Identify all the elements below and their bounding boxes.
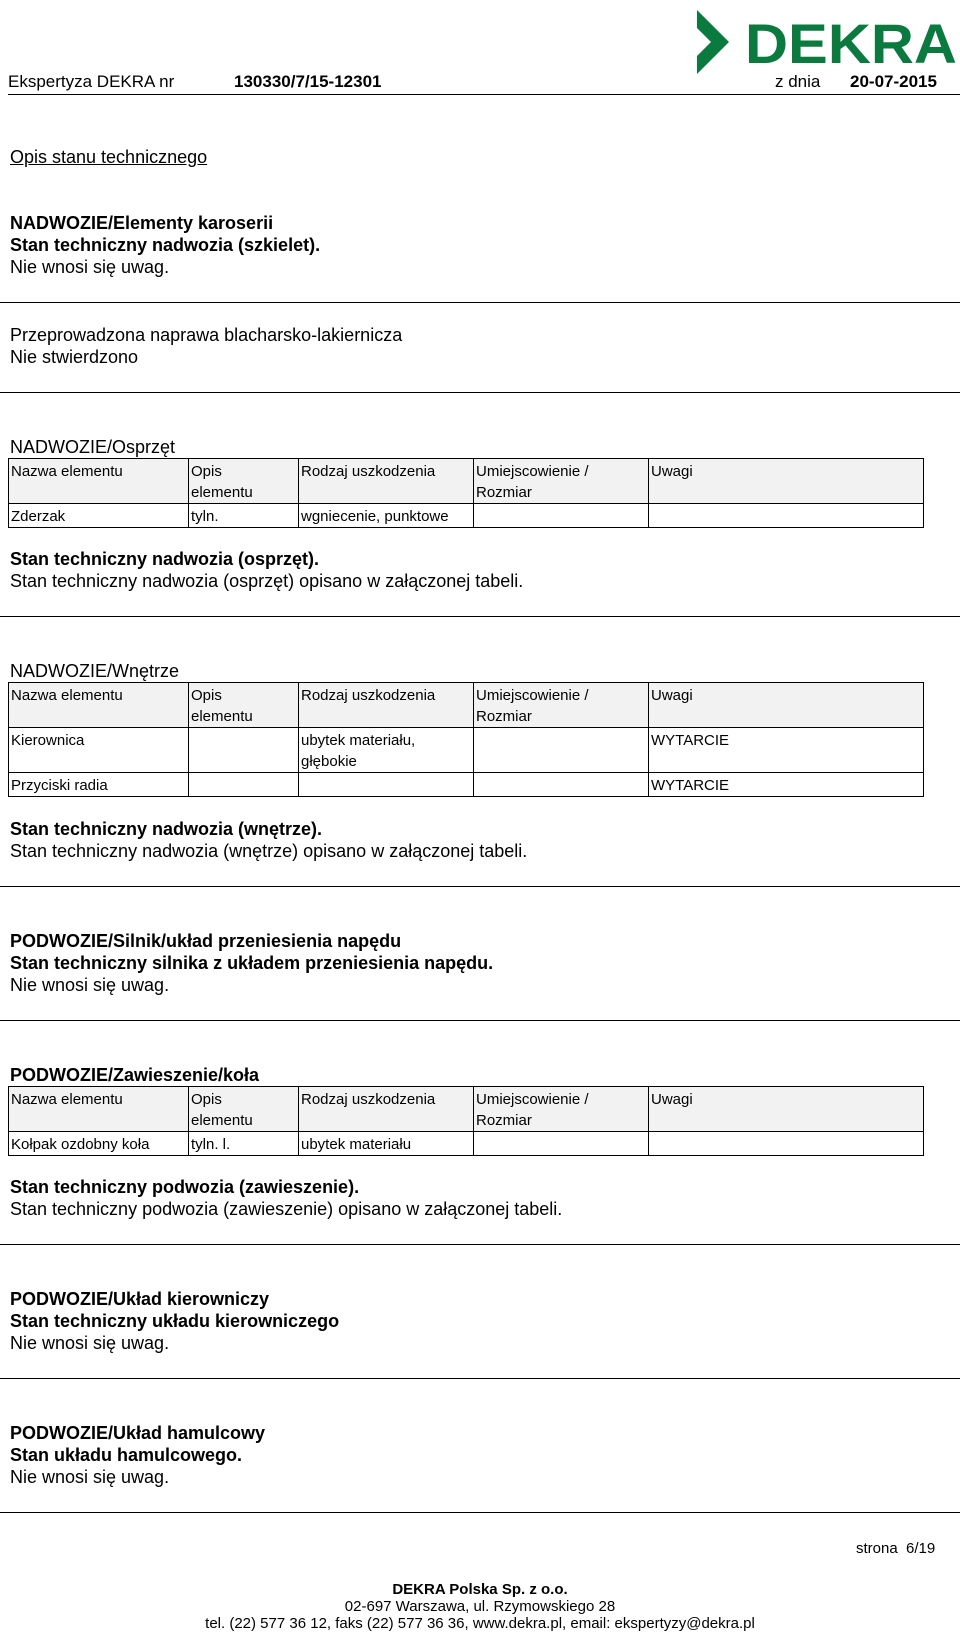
cell-nazwa: Kierownica <box>9 728 189 773</box>
section-heading-silnik: PODWOZIE/Silnik/układ przeniesienia napędu <box>10 931 402 951</box>
dekra-logo <box>695 6 960 81</box>
cell-rodzaj <box>299 773 474 797</box>
header-uwagi: Uwagi <box>649 459 924 504</box>
wnetrze-table <box>8 682 924 797</box>
osprzet-table <box>8 458 924 528</box>
section-divider <box>0 392 960 393</box>
header-opis: Opis elementu <box>189 459 299 504</box>
report-date: 20-07-2015 <box>850 72 937 91</box>
cell-miejsce <box>474 504 649 528</box>
section-heading-hamulcowy: PODWOZIE/Układ hamulcowy <box>10 1423 266 1443</box>
note-osprzet: Stan techniczny nadwozia (osprzęt) opisano w załączonej tabeli. <box>10 571 524 591</box>
svg-text:DEKRA: DEKRA <box>745 12 957 75</box>
note-silnik: Nie wnosi się uwag. <box>10 975 170 995</box>
cell-rodzaj: wgniecenie, punktowe <box>299 504 474 528</box>
section-divider <box>0 886 960 887</box>
status-kierowniczy: Stan techniczny układu kierowniczego <box>10 1311 340 1331</box>
section-heading-naprawa: Przeprowadzona naprawa blacharsko-lakiernicza <box>10 325 403 345</box>
status-elementy: Stan techniczny nadwozia (szkielet). <box>10 235 321 255</box>
section-heading-wnetrze: NADWOZIE/Wnętrze <box>10 661 180 681</box>
header-miejsce: Umiejscowienie / Rozmiar <box>474 459 649 504</box>
table-header-row <box>9 1087 924 1132</box>
cell-opis: tyln. <box>189 504 299 528</box>
section-heading-zawieszenie: PODWOZIE/Zawieszenie/koła <box>10 1065 260 1085</box>
page-title: Opis stanu technicznego <box>10 147 208 167</box>
section-divider <box>0 1512 960 1513</box>
footer-company: DEKRA Polska Sp. z o.o. <box>392 1581 568 1598</box>
report-label: Ekspertyza DEKRA nr <box>8 72 175 91</box>
section-divider <box>0 616 960 617</box>
table-header-row <box>9 459 924 504</box>
cell-uwagi: WYTARCIE <box>649 773 924 797</box>
header-nazwa: Nazwa elementu <box>9 683 189 728</box>
section-heading-kierowniczy: PODWOZIE/Układ kierowniczy <box>10 1289 270 1309</box>
footer-address: 02-697 Warszawa, ul. Rzymowskiego 28 <box>344 1598 616 1615</box>
cell-miejsce <box>474 728 649 773</box>
header-opis: Opis elementu <box>189 1087 299 1132</box>
header-uwagi: Uwagi <box>649 683 924 728</box>
table-row <box>9 728 924 773</box>
header-miejsce: Umiejscowienie / Rozmiar <box>474 683 649 728</box>
cell-uwagi <box>649 1132 924 1156</box>
cell-rodzaj: ubytek materiału <box>299 1132 474 1156</box>
cell-nazwa: Zderzak <box>9 504 189 528</box>
section-divider <box>0 1020 960 1021</box>
section-divider <box>0 1378 960 1379</box>
status-wnetrze: Stan techniczny nadwozia (wnętrze). <box>10 819 323 839</box>
cell-opis: tyln. l. <box>189 1132 299 1156</box>
table-header-row <box>9 683 924 728</box>
cell-miejsce <box>474 773 649 797</box>
cell-uwagi <box>649 504 924 528</box>
page-number: strona 6/19 <box>856 1540 936 1557</box>
status-silnik: Stan techniczny silnika z układem przeniesienia napędu. <box>10 953 494 973</box>
note-naprawa: Nie stwierdzono <box>10 347 139 367</box>
table-row <box>9 1132 924 1156</box>
note-kierowniczy: Nie wnosi się uwag. <box>10 1333 170 1353</box>
table-row <box>9 773 924 797</box>
table-row <box>9 504 924 528</box>
date-label: z dnia <box>775 72 821 91</box>
zawieszenie-table <box>8 1086 924 1156</box>
header-uwagi: Uwagi <box>649 1087 924 1132</box>
section-divider <box>0 302 960 303</box>
cell-nazwa: Przyciski radia <box>9 773 189 797</box>
report-number: 130330/7/15-12301 <box>234 72 382 91</box>
section-heading-osprzet: NADWOZIE/Osprzęt <box>10 437 176 457</box>
section-heading-elementy: NADWOZIE/Elementy karoserii <box>10 213 274 233</box>
header-opis: Opis elementu <box>189 683 299 728</box>
note-hamulcowy: Nie wnosi się uwag. <box>10 1467 170 1487</box>
status-hamulcowy: Stan układu hamulcowego. <box>10 1445 243 1465</box>
cell-opis <box>189 728 299 773</box>
footer-contact: tel. (22) 577 36 12, faks (22) 577 36 36, www.dekra.pl, email: ekspertyzy@dekra.pl <box>205 1615 755 1632</box>
section-divider <box>0 1244 960 1245</box>
cell-rodzaj: ubytek materiału, głębokie <box>299 728 474 773</box>
cell-opis <box>189 773 299 797</box>
cell-nazwa: Kołpak ozdobny koła <box>9 1132 189 1156</box>
status-osprzet: Stan techniczny nadwozia (osprzęt). <box>10 549 320 569</box>
header-rodzaj: Rodzaj uszkodzenia <box>299 683 474 728</box>
header-rodzaj: Rodzaj uszkodzenia <box>299 459 474 504</box>
header-divider <box>8 94 960 95</box>
header-miejsce: Umiejscowienie / Rozmiar <box>474 1087 649 1132</box>
note-zawieszenie: Stan techniczny podwozia (zawieszenie) opisano w załączonej tabeli. <box>10 1199 563 1219</box>
status-zawieszenie: Stan techniczny podwozia (zawieszenie). <box>10 1177 360 1197</box>
header-rodzaj: Rodzaj uszkodzenia <box>299 1087 474 1132</box>
cell-miejsce <box>474 1132 649 1156</box>
header-nazwa: Nazwa elementu <box>9 459 189 504</box>
header-nazwa: Nazwa elementu <box>9 1087 189 1132</box>
note-wnetrze: Stan techniczny nadwozia (wnętrze) opisano w załączonej tabeli. <box>10 841 528 861</box>
note-elementy: Nie wnosi się uwag. <box>10 257 170 277</box>
cell-uwagi: WYTARCIE <box>649 728 924 773</box>
